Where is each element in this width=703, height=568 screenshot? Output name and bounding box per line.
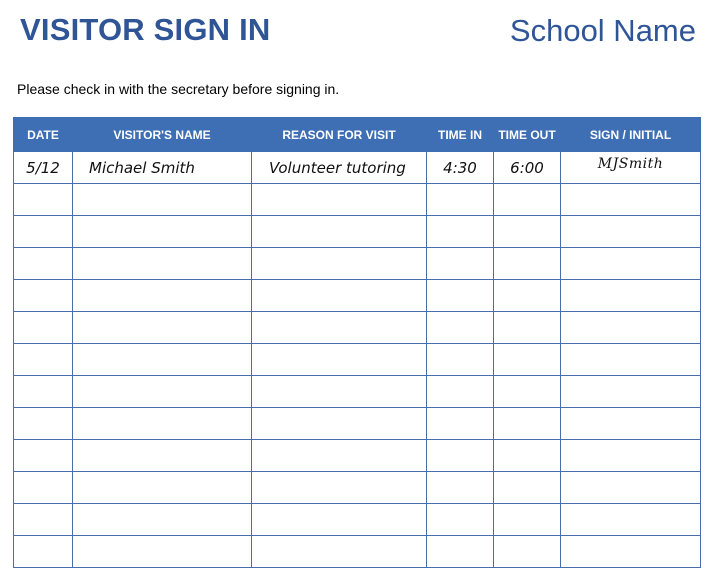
time-in-cell[interactable] [427,376,494,408]
visitor-name-cell[interactable] [73,504,252,536]
table-row [14,280,701,312]
reason-cell[interactable] [252,344,427,376]
column-header-time-in: TIME IN [427,118,494,152]
time-in-cell[interactable] [427,472,494,504]
reason-cell[interactable] [252,248,427,280]
time-in-cell[interactable] [427,504,494,536]
table-row [14,440,701,472]
time-out-cell[interactable] [494,280,561,312]
time-in-cell[interactable]: 4:30 [427,152,494,184]
signature-cell[interactable] [561,536,701,568]
date-cell[interactable] [14,216,73,248]
visitor-name-cell[interactable] [73,312,252,344]
time-out-cell[interactable] [494,376,561,408]
visitor-name-cell[interactable] [73,280,252,312]
reason-cell[interactable]: Volunteer tutoring [252,152,427,184]
time-in-cell[interactable] [427,216,494,248]
signature-cell[interactable] [561,344,701,376]
visitor-name-cell[interactable]: Michael Smith [73,152,252,184]
column-header-visitor-name: VISITOR'S NAME [73,118,252,152]
table-row [14,376,701,408]
signature-cell[interactable] [561,248,701,280]
date-cell[interactable] [14,248,73,280]
date-cell[interactable] [14,312,73,344]
visitor-name-cell[interactable] [73,184,252,216]
signature-cell[interactable] [561,280,701,312]
date-cell[interactable] [14,504,73,536]
time-in-cell[interactable] [427,280,494,312]
table-row [14,184,701,216]
date-cell[interactable] [14,472,73,504]
table-row [14,504,701,536]
reason-cell[interactable] [252,504,427,536]
reason-cell[interactable] [252,216,427,248]
date-cell[interactable] [14,408,73,440]
table-row [14,472,701,504]
date-cell[interactable] [14,280,73,312]
reason-cell[interactable] [252,280,427,312]
visitor-name-cell[interactable] [73,408,252,440]
visitor-name-cell[interactable] [73,376,252,408]
time-in-cell[interactable] [427,536,494,568]
reason-cell[interactable] [252,536,427,568]
time-in-cell[interactable] [427,344,494,376]
time-in-cell[interactable] [427,312,494,344]
time-in-cell[interactable] [427,248,494,280]
reason-cell[interactable] [252,312,427,344]
time-in-cell[interactable] [427,440,494,472]
visitor-name-cell[interactable] [73,248,252,280]
time-out-cell[interactable] [494,248,561,280]
table-row [14,216,701,248]
column-header-date: DATE [14,118,73,152]
date-cell[interactable] [14,440,73,472]
signature-cell[interactable] [561,504,701,536]
time-out-cell[interactable] [494,504,561,536]
date-cell[interactable]: 5/12 [14,152,73,184]
reason-cell[interactable] [252,440,427,472]
table-row [14,248,701,280]
date-cell[interactable] [14,184,73,216]
visitor-name-cell[interactable] [73,216,252,248]
table-row [14,408,701,440]
signature-cell[interactable] [561,312,701,344]
time-out-cell[interactable]: 6:00 [494,152,561,184]
instructions-text: Please check in with the secretary before signing in. [17,81,340,97]
date-cell[interactable] [14,536,73,568]
date-cell[interactable] [14,344,73,376]
reason-cell[interactable] [252,408,427,440]
school-name: School Name [509,13,696,48]
column-header-time-out: TIME OUT [494,118,561,152]
time-out-cell[interactable] [494,472,561,504]
signature-cell[interactable]: MJSmith [561,152,701,184]
reason-cell[interactable] [252,376,427,408]
signature-cell[interactable] [561,472,701,504]
signature-cell[interactable] [561,184,701,216]
signature-cell[interactable] [561,376,701,408]
visitor-name-cell[interactable] [73,440,252,472]
time-out-cell[interactable] [494,408,561,440]
time-out-cell[interactable] [494,536,561,568]
signature-cell[interactable] [561,408,701,440]
signature-cell[interactable] [561,216,701,248]
table-row [14,312,701,344]
table-row [14,152,701,184]
time-in-cell[interactable] [427,184,494,216]
table-body [14,152,701,568]
visitor-name-cell[interactable] [73,536,252,568]
reason-cell[interactable] [252,184,427,216]
time-out-cell[interactable] [494,216,561,248]
time-out-cell[interactable] [494,312,561,344]
time-in-cell[interactable] [427,408,494,440]
column-header-sign-initial: SIGN / INITIAL [561,118,701,152]
date-cell[interactable] [14,376,73,408]
table-row [14,344,701,376]
table-header-row [14,118,701,152]
time-out-cell[interactable] [494,344,561,376]
reason-cell[interactable] [252,472,427,504]
signature-cell[interactable] [561,440,701,472]
time-out-cell[interactable] [494,184,561,216]
page-title: VISITOR SIGN IN [20,12,271,47]
column-header-reason: REASON FOR VISIT [252,118,427,152]
visitor-name-cell[interactable] [73,344,252,376]
time-out-cell[interactable] [494,440,561,472]
table-row [14,536,701,568]
visitor-name-cell[interactable] [73,472,252,504]
visitor-log-table [13,117,701,568]
